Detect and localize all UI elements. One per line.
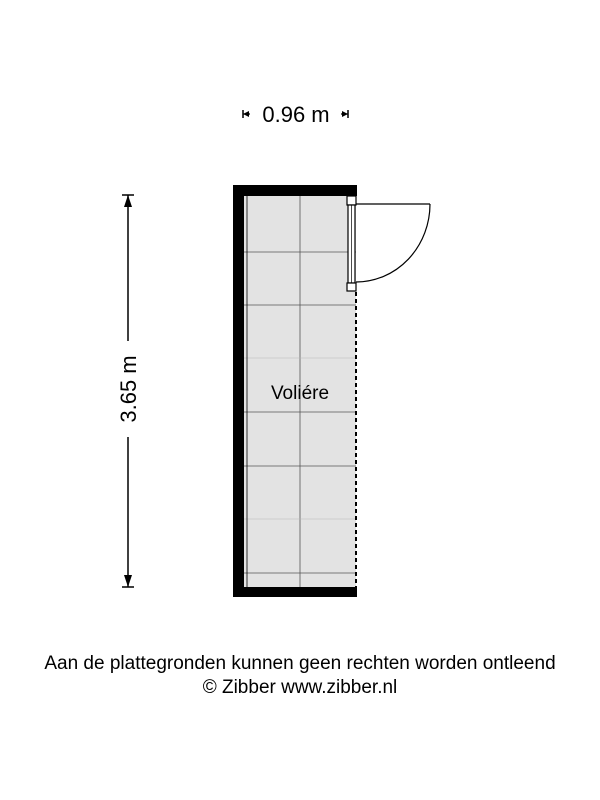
door-swing-arc	[356, 204, 430, 282]
wall-left	[233, 185, 244, 597]
copyright-text: © Zibber www.zibber.nl	[202, 677, 398, 698]
door-jamb-top	[347, 196, 356, 205]
width-dimension-arrow-right	[342, 111, 348, 117]
door-jamb-bottom	[347, 283, 356, 291]
length-dimension	[116, 195, 141, 587]
length-dimension-label: 3.65 m	[116, 355, 141, 423]
width-dimension-arrow-left	[243, 111, 249, 117]
wall-bottom	[233, 587, 357, 597]
room-label: Voliére	[270, 383, 330, 404]
width-dimension-label: 0.96 m	[262, 102, 330, 127]
length-dimension-arrow-bottom	[124, 575, 132, 587]
disclaimer-text: Aan de plattegronden kunnen geen rechten worden ontleend	[44, 653, 556, 674]
width-dimension	[243, 102, 348, 127]
door	[347, 196, 430, 291]
wall-top	[233, 185, 357, 196]
room-voliere	[233, 185, 430, 597]
